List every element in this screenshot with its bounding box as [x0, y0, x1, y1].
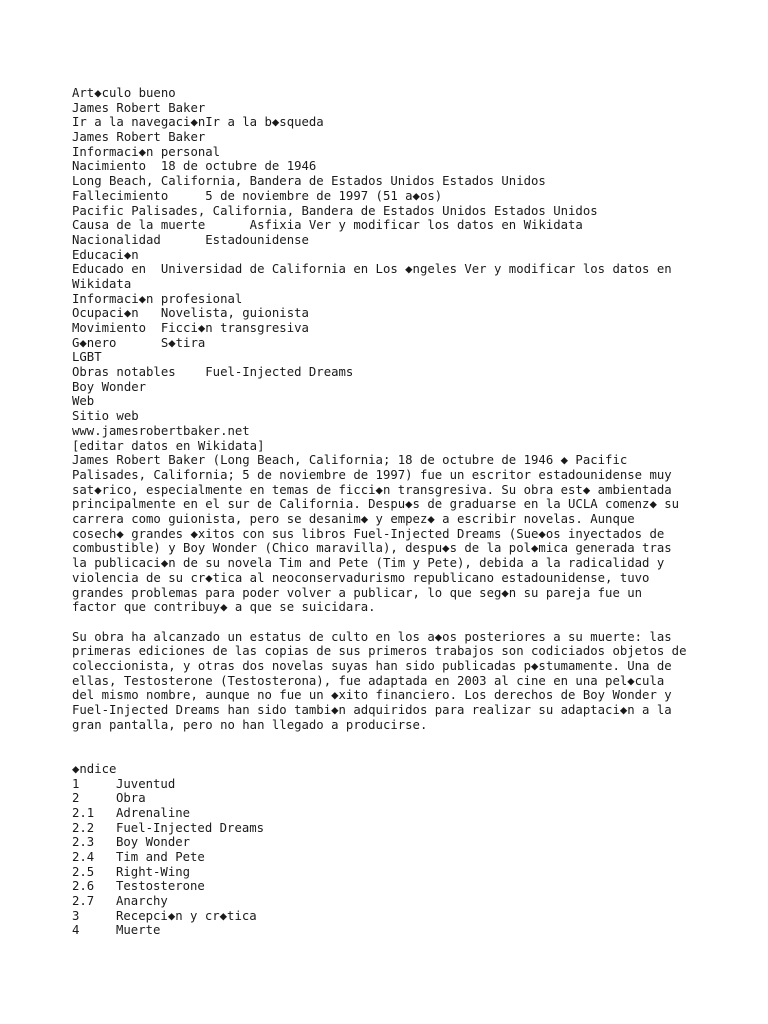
section-spacer [72, 733, 702, 762]
infobox-education-cont: Wikidata [72, 276, 132, 291]
intro-paragraph-1: James Robert Baker (Long Beach, California; 18 de octubre de 1946 ◆ Pacific Palisades, California; 5 de noviembre de 1997) fue un escritor estadounidense muy sat◆rico, especialmente en temas de ficci◆n transgresiva. Su obra est◆ ambientada principalmente en el sur de California. Despu◆s de graduarse en la UCLA comenz◆ su carrera como guionista, pero se desanim◆ y empez◆ a escribir novelas. Aunque cosech◆ grandes ◆xitos con sus libros Fuel-Injected Dreams (Sue◆os inyectados de combustible) y Boy Wonder (Chico maravilla), despu◆s de la pol◆mica generada tras la publicaci◆n de su novela Tim and Pete (Tim y Pete), debida a la radicalidad y violencia de su cr◆tica al neoconservadurismo republicano estadounidense, tuvo grandes problemas para poder volver a publicar, lo que seg◆n su pareja fue un factor que contribuy◆ a que se suicidara. [72, 453, 680, 615]
infobox-death-place: Pacific Palisades, California, Bandera de Estados Unidos Estados Unidos [72, 203, 598, 218]
toc-item-number: 3 [72, 908, 80, 923]
toc-item-label[interactable]: Recepci◆n y cr◆tica [116, 908, 257, 923]
toc-item[interactable] [72, 894, 702, 909]
toc-item-number: 1 [72, 776, 80, 791]
toc-item-label[interactable]: Obra [116, 791, 146, 806]
toc-item[interactable] [72, 850, 702, 865]
infobox [72, 86, 702, 453]
edit-wikidata-link[interactable]: [editar datos en Wikidata] [72, 438, 265, 453]
toc-item[interactable] [72, 879, 702, 894]
toc-item-number: 2.4 [72, 850, 95, 865]
toc-list [72, 777, 702, 939]
skip-links[interactable]: Ir a la navegaci◆nIr a la b◆squeda [72, 115, 324, 130]
infobox-occupation: Ocupaci◆n Novelista, guionista [72, 306, 309, 321]
article-title: James Robert Baker [72, 100, 206, 115]
toc-item-label[interactable]: Fuel-Injected Dreams [116, 820, 265, 835]
toc-item-label[interactable]: Tim and Pete [116, 850, 205, 865]
toc-item-number: 2.7 [72, 894, 95, 909]
toc-item[interactable] [72, 791, 702, 806]
toc-item[interactable] [72, 821, 702, 836]
toc-item-label[interactable]: Boy Wonder [116, 835, 191, 850]
toc-item-number: 4 [72, 923, 80, 938]
infobox-title: James Robert Baker [72, 130, 206, 145]
toc-item-number: 2.6 [72, 879, 95, 894]
article-status-line: Art◆culo bueno [72, 86, 176, 100]
infobox-movement: Movimiento Ficci◆n transgresiva [72, 321, 309, 335]
toc-item[interactable] [72, 777, 702, 792]
toc-item[interactable] [72, 865, 702, 880]
toc-item-label[interactable]: Adrenaline [116, 805, 191, 820]
infobox-notable-works: Obras notables Fuel-Injected Dreams [72, 365, 354, 380]
infobox-death-cause: Causa de la muerte Asfixia Ver y modificar los datos en Wikidata [72, 218, 583, 233]
toc-item-label[interactable]: Testosterone [116, 879, 205, 894]
toc-item-number: 2.5 [72, 864, 95, 879]
table-of-contents [72, 762, 702, 938]
infobox-section-web: Web [72, 394, 95, 409]
toc-item[interactable] [72, 806, 702, 821]
infobox-birth-place: Long Beach, California, Bandera de Estados Unidos Estados Unidos [72, 174, 546, 189]
toc-heading: ◆ndice [72, 761, 117, 776]
toc-item-number: 2.3 [72, 835, 95, 850]
infobox-website-label: Sitio web [72, 409, 139, 424]
paragraph-spacer [72, 615, 702, 630]
toc-item[interactable] [72, 909, 702, 924]
infobox-notable-works-cont: Boy Wonder [72, 379, 147, 394]
infobox-education: Educado en Universidad de California en Los ◆ngeles Ver y modificar los datos en [72, 262, 672, 277]
infobox-nationality: Nacionalidad Estadounidense [72, 232, 309, 247]
toc-item-label[interactable]: Muerte [116, 923, 161, 938]
toc-item-number: 2.1 [72, 805, 95, 820]
infobox-genre-cont: LGBT [72, 350, 102, 365]
toc-item[interactable] [72, 835, 702, 850]
infobox-birth: Nacimiento 18 de octubre de 1946 [72, 159, 317, 174]
toc-item-number: 2 [72, 791, 80, 806]
infobox-section-personal: Informaci◆n personal [72, 144, 221, 159]
document-body [72, 86, 702, 938]
toc-item-number: 2.2 [72, 820, 95, 835]
infobox-website-link[interactable]: www.jamesrobertbaker.net [72, 423, 250, 438]
infobox-section-education: Educaci◆n [72, 247, 139, 262]
infobox-genre: G◆nero S◆tira [72, 335, 206, 350]
toc-item-label[interactable]: Juventud [116, 776, 176, 791]
toc-item-label[interactable]: Right-Wing [116, 864, 191, 879]
infobox-section-professional: Informaci◆n profesional [72, 291, 243, 306]
toc-item[interactable] [72, 923, 702, 938]
toc-item-label[interactable]: Anarchy [116, 894, 168, 909]
infobox-death: Fallecimiento 5 de noviembre de 1997 (51 a◆os) [72, 188, 443, 203]
intro-paragraph-2: Su obra ha alcanzado un estatus de culto en los a◆os posteriores a su muerte: las primeras ediciones de las copias de sus primeros trabajos son codiciados objetos de coleccionista, y otras dos novelas suyas han sido publicadas p◆stumamente. Una de ellas, Testosterone (Testosterona), fue adaptada en 2003 al cine en una pel◆cula del mismo nombre, aunque no fue un ◆xito financiero. Los derechos de Boy Wonder y Fuel-Injected Dreams han sido tambi◆n adquiridos para realizar su adaptaci◆n a la gran pantalla, pero no han llegado a producirse. [72, 629, 687, 732]
